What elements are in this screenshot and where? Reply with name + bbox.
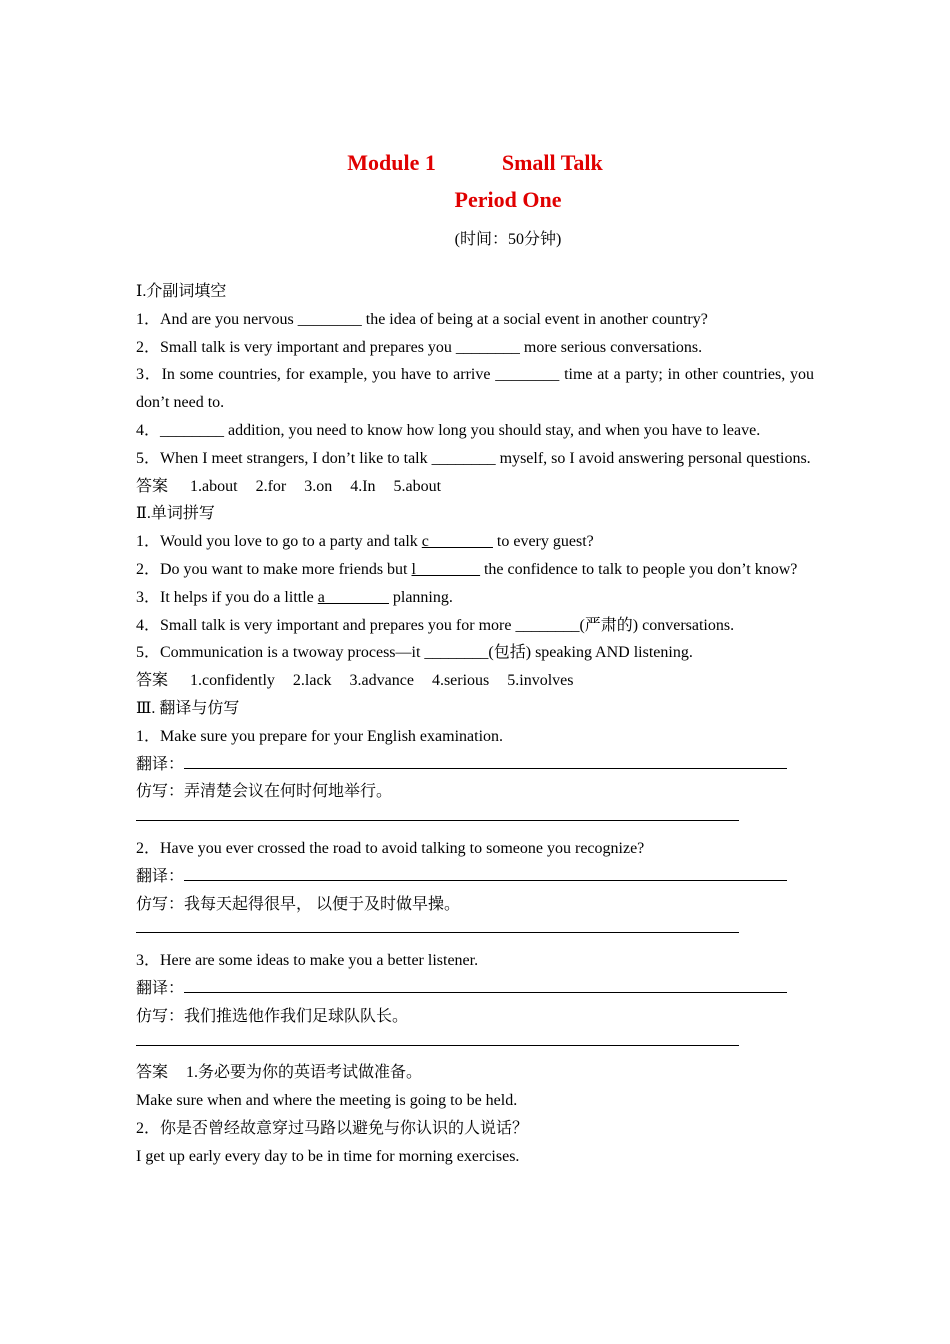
s2-question-1: 1．Would you love to go to a party and talk c________ to every guest? — [136, 533, 594, 551]
answer-label: 答案 — [136, 672, 169, 690]
s1-question-3: 3．In some countries, for example, you have to arrive ________ time at a party; in other countries, you don’t need to. — [136, 366, 814, 412]
s3-translate-row: 翻译： — [136, 751, 814, 779]
answer-item: 2.for — [255, 477, 287, 495]
answer-item: 4.serious — [431, 672, 490, 690]
module-number: Module 1 — [347, 150, 436, 175]
s1-answers — [136, 473, 814, 501]
answer-item: 3.advance — [349, 672, 414, 690]
answer-line — [136, 1031, 739, 1046]
answer-line — [184, 752, 787, 769]
answer-item: 4.In — [350, 477, 376, 495]
s2-answers — [136, 667, 814, 695]
blank-hint: l________ — [411, 560, 480, 578]
s3-imitate-row: 仿写：我们推选他作我们足球队队长。 — [136, 1007, 409, 1025]
blank-hint: c________ — [421, 533, 493, 551]
s1-question-4: 4．________ addition, you need to know how long you should stay, and when you have to leave. — [136, 421, 761, 439]
section-3-title: Ⅲ. 翻译与仿写 — [136, 699, 240, 717]
s3-answer-line: I get up early every day to be in time for morning exercises. — [136, 1147, 520, 1165]
s3-sentence-2: 2．Have you ever crossed the road to avoid talking to someone you recognize? — [136, 839, 645, 857]
s1-question-2: 2．Small talk is very important and prepares you ________ more serious conversations. — [136, 338, 703, 356]
section-1-title: Ⅰ.介副词填空 — [136, 283, 227, 300]
answer-item: 1.about — [190, 477, 238, 495]
s2-question-4: 4．Small talk is very important and prepares you for more ________(严肃的) conversations. — [136, 616, 735, 634]
s2-question-5: 5．Communication is a twoway process—it ________(包括) speaking AND listening. — [136, 644, 693, 662]
s3-answers: 答案 1.务必要为你的英语考试做准备。 — [136, 1064, 423, 1082]
s2-question-3: 3．It helps if you do a little a________ planning. — [136, 588, 453, 606]
answer-label: 答案 — [136, 477, 169, 495]
s3-translate-row: 翻译： — [136, 975, 814, 1003]
s3-answer-line: 2．你是否曾经故意穿过马路以避免与你认识的人说话？ — [136, 1119, 529, 1137]
answer-line — [136, 806, 739, 821]
s1-question-5: 5．When I meet strangers, I don’t like to talk ________ myself, so I avoid answering personal questions. — [136, 449, 811, 467]
answer-line — [136, 918, 739, 933]
answer-line — [184, 976, 787, 993]
blank-hint: a________ — [317, 588, 389, 606]
period-title: Period One — [454, 187, 562, 212]
document-body — [136, 278, 814, 1171]
answer-item: 2.lack — [292, 672, 332, 690]
module-topic: Small Talk — [501, 150, 603, 175]
s3-sentence-1: 1．Make sure you prepare for your English examination. — [136, 727, 504, 745]
answer-item: 5.about — [393, 477, 442, 495]
answer-item: 3.on — [304, 477, 333, 495]
s1-question-1: 1．And are you nervous ________ the idea of being at a social event in another country? — [136, 310, 708, 328]
s2-question-2: 2．Do you want to make more friends but l________ the confidence to talk to people you don’t know? — [136, 560, 798, 578]
s3-imitate-row: 仿写：我每天起得很早， 以便于及时做早操。 — [136, 895, 461, 913]
time-note: (时间：50分钟) — [454, 231, 562, 248]
answer-item: 1.confidently — [190, 672, 275, 690]
module-title — [136, 150, 814, 176]
s3-translate-row: 翻译： — [136, 863, 814, 891]
answer-line — [184, 864, 787, 881]
section-2-title: Ⅱ.单词拼写 — [136, 505, 215, 523]
s3-answer-line: Make sure when and where the meeting is going to be held. — [136, 1092, 518, 1110]
answer-label: 答案 — [136, 1064, 169, 1082]
s3-imitate-row: 仿写：弄清楚会议在何时何地举行。 — [136, 783, 393, 801]
s3-sentence-3: 3．Here are some ideas to make you a better listener. — [136, 952, 479, 970]
answer-item: 5.involves — [507, 672, 574, 690]
